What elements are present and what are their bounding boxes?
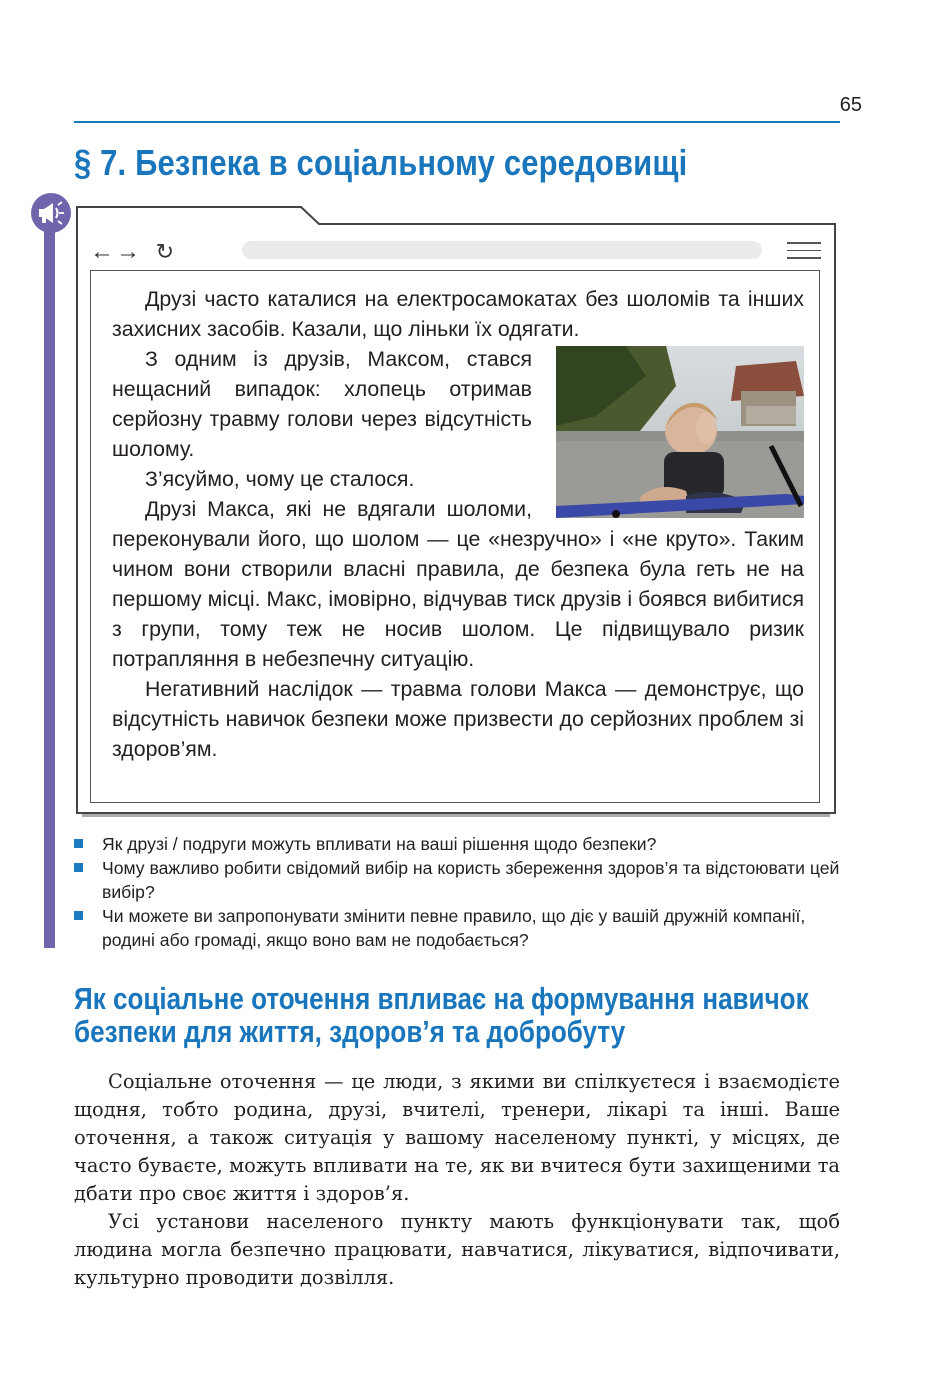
story-paragraph: З одним із друзів, Максом, стався нещасний випадок: хлопець отримав серйозну травму голови через відсутність шолому.	[112, 347, 532, 461]
chapter-title: § 7. Безпека в соціальному середовищі	[74, 142, 688, 183]
browser-nav	[90, 238, 176, 266]
header-rule	[74, 121, 840, 123]
forward-arrow-icon[interactable]: →	[116, 238, 141, 265]
boy-injury-photo	[556, 346, 804, 518]
question-item: Чому важливо робити свідомий вибір на користь збереження здоров’я та відстоювати цей вибір?	[74, 856, 842, 904]
section-body	[74, 1068, 840, 1292]
megaphone-icon	[31, 193, 71, 233]
square-bullet-icon	[74, 863, 83, 872]
square-bullet-icon	[74, 911, 83, 920]
page-number: 65	[839, 94, 862, 116]
story-paragraph: Друзі часто каталися на електросамокатах без шоломів та інших захисних засобів. Казали, що ліньки їх одягати.	[112, 287, 804, 341]
side-accent-bar	[44, 210, 55, 948]
questions-list	[74, 832, 842, 952]
body-paragraph: Усі установи населеного пункту мають функціонувати так, щоб людина могла безпечно працювати, навчатися, лікуватися, відпочивати, культурно проводити дозвілля.	[74, 1210, 840, 1289]
square-bullet-icon	[74, 839, 83, 848]
hamburger-menu-icon[interactable]	[787, 242, 821, 265]
story-paragraph: Негативний наслідок — травма голови Макса — демонструє, що відсутність навичок безпеки може призвести до серйозних проблем зі здоров’ям.	[112, 677, 804, 761]
body-paragraph: Соціальне оточення — це люди, з якими ви спілкуєтеся і взаємодієте щодня, тобто родина, друзі, вчителі, тренери, лікарі та інші. Ваше оточення, а також ситуація у вашому населеному пункті, у місцях, де часто буваєте, можуть впливати на те, як ви вчитеся бути захищеними та дбати про своє життя і здоров’я.	[74, 1070, 840, 1205]
question-item: Чи можете ви запропонувати змінити певне правило, що діє у вашій дружній компанії, родині або громаді, якщо воно вам не подобається?	[74, 904, 842, 952]
reload-icon[interactable]: ↻	[155, 239, 176, 264]
story-paragraph: З’ясуймо, чому це сталося.	[145, 467, 415, 491]
question-item: Як друзі / подруги можуть впливати на ваші рішення щодо безпеки?	[74, 832, 842, 856]
address-bar[interactable]	[242, 241, 762, 259]
back-arrow-icon[interactable]: ←	[90, 238, 115, 265]
story-paragraph: Друзі Макса, які не вдягали шоломи, переконували його, що шолом — це «незручно» і «не круто». Таким чином вони створили власні правила, де безпека була геть не на першому місці. Макс, імовірно, відчував тиск друзів і боявся вибитися з групи, тому теж не носив шолом. Це підвищувало ризик потрапляння в небезпечну ситуацію.	[112, 497, 804, 671]
story-text	[112, 284, 804, 764]
section-heading: Як соціальне оточення впливає на формування навичок безпеки для життя, здоров’я та добробуту	[74, 981, 809, 1049]
